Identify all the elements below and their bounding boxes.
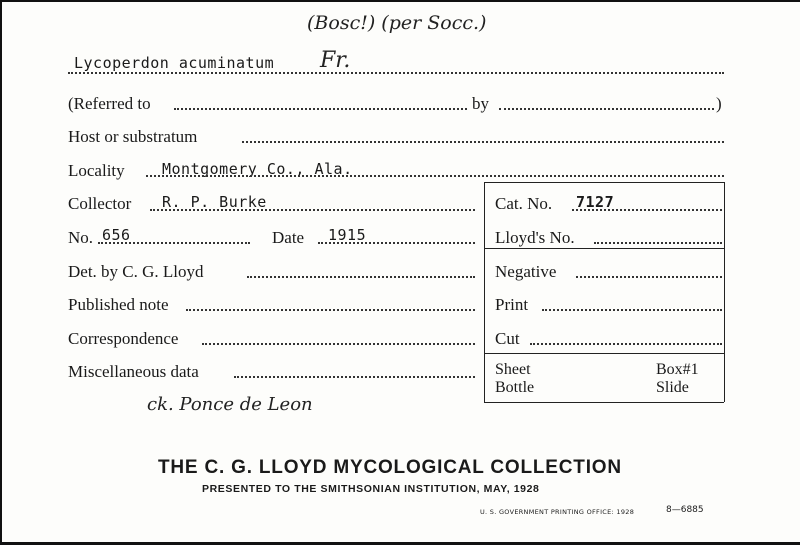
det-label: Det. by C. G. Lloyd [68, 262, 204, 281]
species-line [68, 72, 724, 74]
number-value: 656 [102, 226, 131, 244]
referred-line [174, 108, 467, 110]
collector-value: R. P. Burke [162, 193, 267, 211]
collector-label: Collector [68, 194, 132, 213]
referred-label: (Referred to [68, 94, 151, 113]
host-label: Host or substratum [68, 127, 198, 146]
cat-no-line [572, 209, 722, 211]
collector-line [150, 209, 475, 211]
printer-credit: U. S. GOVERNMENT PRINTING OFFICE: 1928 [480, 508, 635, 516]
det-line [247, 276, 475, 278]
box-number-label: Box#1 [656, 361, 699, 378]
correspondence-line [202, 343, 475, 345]
referred-by-line [499, 108, 714, 110]
lloyds-no-label: Lloyd's No. [495, 228, 575, 247]
misc-note: ck. Ponce de Leon [147, 394, 313, 415]
correspondence-label: Correspondence [68, 329, 179, 348]
published-line [186, 309, 475, 311]
date-label: Date [272, 228, 305, 247]
collection-subtitle: PRESENTED TO THE SMITHSONIAN INSTITUTION, MAY, 1928 [202, 483, 540, 495]
misc-line [234, 376, 475, 378]
box-divider-lower [484, 353, 724, 354]
locality-value: Montgomery Co., Ala. [162, 160, 353, 178]
negative-label: Negative [495, 262, 557, 281]
lloyds-no-line [594, 242, 722, 244]
referred-by-label: by [472, 94, 489, 113]
cut-line [530, 343, 722, 345]
box-top-border [484, 182, 724, 183]
locality-line [146, 175, 724, 177]
form-code: 8—6885 [666, 505, 704, 515]
cut-label: Cut [495, 329, 520, 348]
box-right-border [724, 182, 725, 402]
negative-line [576, 276, 722, 278]
date-line [318, 242, 475, 244]
date-value: 1915 [328, 226, 367, 244]
locality-label: Locality [68, 161, 125, 180]
published-label: Published note [68, 295, 169, 314]
print-label: Print [495, 295, 529, 314]
box-left-border [484, 182, 485, 402]
host-line [242, 141, 724, 143]
referred-close: ) [716, 94, 722, 113]
number-line [98, 242, 250, 244]
sheet-label: Sheet [495, 361, 531, 378]
misc-label: Miscellaneous data [68, 362, 199, 381]
cat-no-label: Cat. No. [495, 194, 553, 213]
box-divider [484, 248, 724, 249]
cat-no-value: 7127 [576, 193, 615, 211]
collection-title: THE C. G. LLOYD MYCOLOGICAL COLLECTION [158, 457, 622, 478]
slide-label: Slide [656, 379, 689, 396]
handwritten-annotation: (Bosc!) (per Socc.) [307, 12, 487, 34]
box-bottom-border [484, 402, 724, 403]
bottle-label: Bottle [495, 379, 535, 396]
species-author: Fr. [320, 48, 351, 73]
species-name: Lycoperdon acuminatum [74, 54, 275, 72]
number-label: No. [68, 228, 94, 247]
print-line [542, 309, 722, 311]
